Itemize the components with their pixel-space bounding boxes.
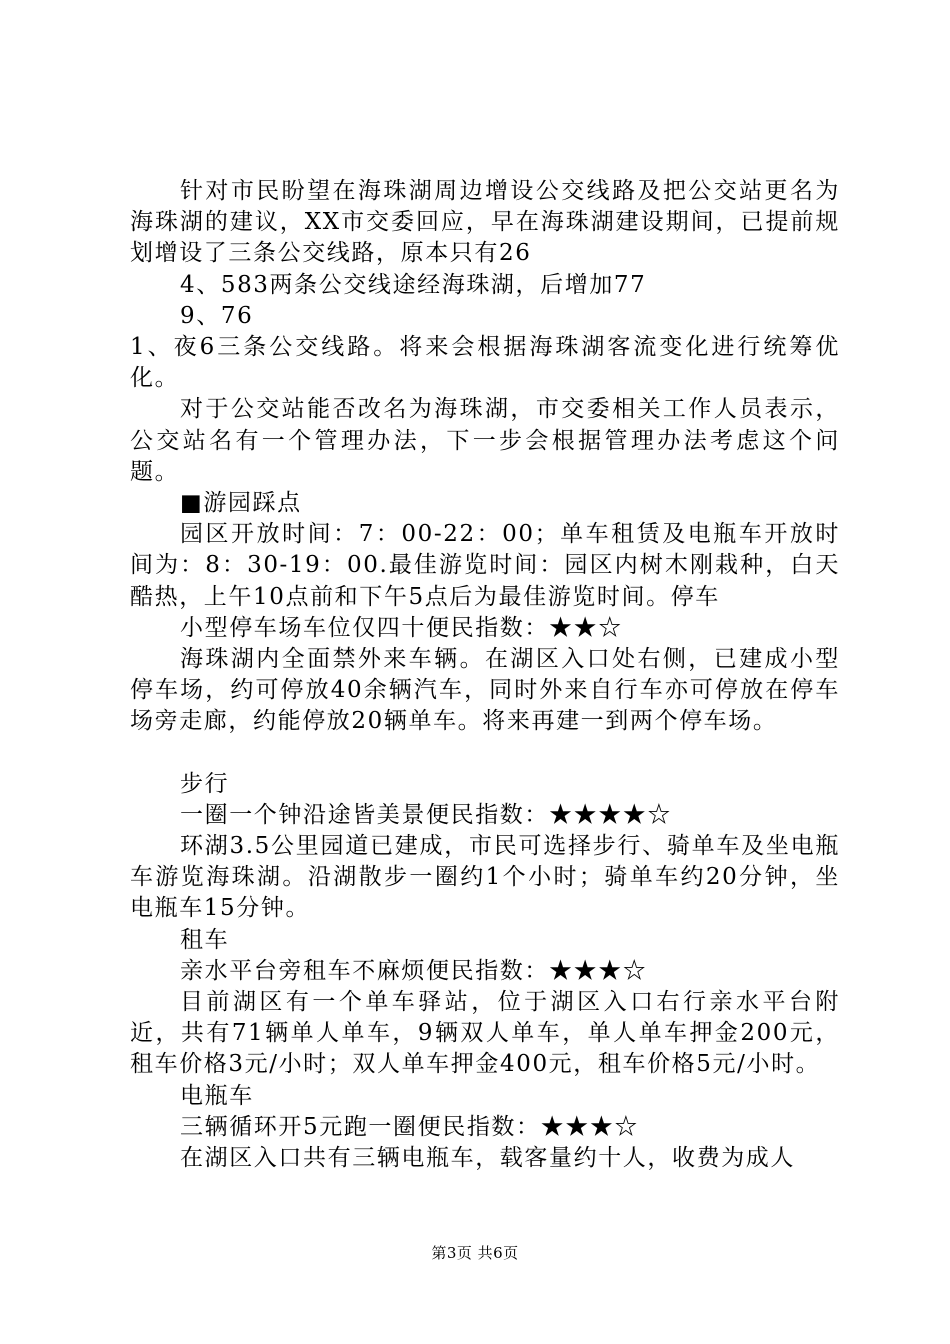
paragraph-parking: 海珠湖内全面禁外来车辆。在湖区入口处右侧，已建成小型停车场，约可停放40余辆汽车，同时外来自行车亦可停放在停车场旁走廊，约能停放20辆单车。将来再建一到两个停车场。 xyxy=(130,646,840,735)
subheading-walking: 步行 xyxy=(180,770,230,797)
subheading-bike-rental: 租车 xyxy=(180,926,230,953)
paragraph-route-9-76: 9、76 xyxy=(180,302,254,329)
subheading-parking-rating: 小型停车场车位仅四十便民指数：★★☆ xyxy=(180,614,623,641)
subheading-walking-rating: 一圈一个钟沿途皆美景便民指数：★★★★☆ xyxy=(180,801,672,828)
section-heading-visit: ■游园踩点 xyxy=(180,490,302,517)
blank-line xyxy=(130,738,840,769)
subheading-bike-rental-rating: 亲水平台旁租车不麻烦便民指数：★★★☆ xyxy=(180,957,648,984)
document-body xyxy=(130,176,840,1174)
paragraph-walking: 环湖3.5公里园道已建成，市民可选择步行、骑单车及坐电瓶车游览海珠湖。沿湖散步一圈约1个小时；骑单车约20分钟，坐电瓶车15分钟。 xyxy=(130,833,840,922)
page-number-footer: 第3页 共6页 xyxy=(431,1244,519,1262)
paragraph-bike-rental: 目前湖区有一个单车驿站，位于湖区入口右行亲水平台附近，共有71辆单人单车，9辆双人单车，单人单车押金200元，租车价格3元/小时；双人单车押金400元，租车价格5元/小时。 xyxy=(130,989,840,1078)
paragraph-opening-hours: 园区开放时间：7：00-22：00；单车租赁及电瓶车开放时间为：8：30-19：00.最佳游览时间：园区内树木刚栽种，白天酷热，上午10点前和下午5点后为最佳游览时间。停车 xyxy=(130,521,840,610)
paragraph-electric-cart: 在湖区入口共有三辆电瓶车，载客量约十人，收费为成人 xyxy=(180,1145,795,1172)
paragraph-bus-routes: 针对市民盼望在海珠湖周边增设公交线路及把公交站更名为海珠湖的建议，XX市交委回应，早在海珠湖建设期间，已提前规划增设了三条公交线路，原本只有26 xyxy=(130,178,840,267)
paragraph-route-583: 4、583两条公交线途经海珠湖，后增加77 xyxy=(180,271,647,298)
paragraph-station-rename: 对于公交站能否改名为海珠湖，市交委相关工作人员表示，公交站名有一个管理办法，下一步会根据管理办法考虑这个问题。 xyxy=(130,396,840,485)
subheading-electric-cart: 电瓶车 xyxy=(180,1082,254,1109)
subheading-electric-cart-rating: 三辆循环开5元跑一圈便民指数：★★★☆ xyxy=(180,1113,640,1140)
paragraph-night-route: 1、夜6三条公交线路。将来会根据海珠湖客流变化进行统筹优化。 xyxy=(130,334,840,392)
